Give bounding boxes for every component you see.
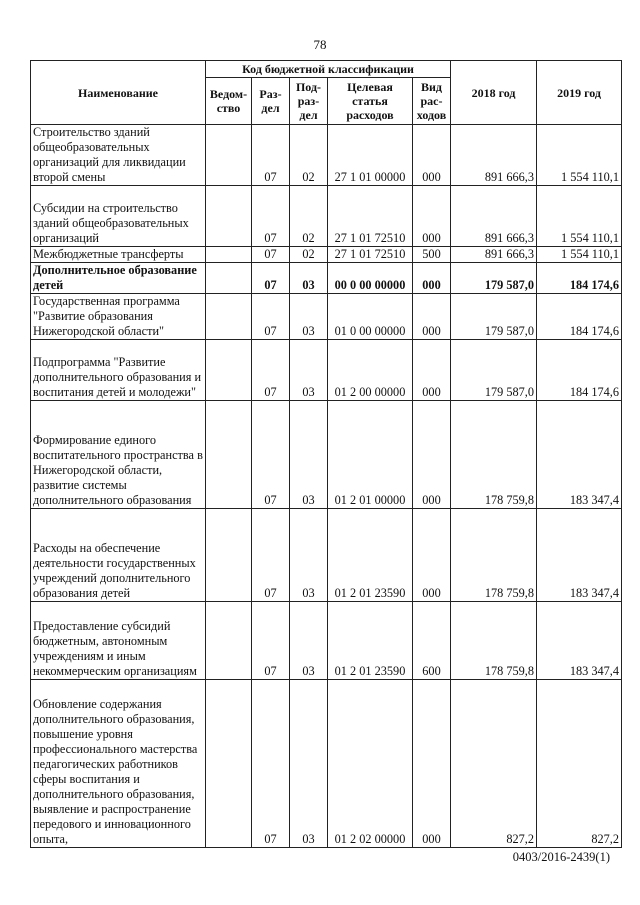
cell-name: Дополнительное образование детей [31,263,206,294]
cell-2019: 183 347,4 [537,602,622,680]
cell-name: Предоставление субсидий бюджетным, автономным учреждениям и иным некоммерческим организациям [31,602,206,680]
cell-vid: 000 [413,509,451,602]
cell-vid: 600 [413,602,451,680]
page-number: 78 [313,37,327,52]
cell-vedomstvo [206,125,252,186]
cell-name: Субсидии на строительство зданий общеобразовательных организаций [31,186,206,247]
table-row [31,294,622,340]
cell-vid: 000 [413,125,451,186]
cell-vedomstvo [206,602,252,680]
cell-razdel: 07 [252,340,290,401]
cell-2018: 179 587,0 [451,294,537,340]
cell-vid: 000 [413,401,451,509]
cell-2019: 1 554 110,1 [537,247,622,263]
budget-table [30,60,622,848]
cell-2018: 827,2 [451,680,537,848]
cell-razdel: 07 [252,680,290,848]
table-row [31,680,622,848]
table-row [31,509,622,602]
cell-target-article: 00 0 00 00000 [328,263,413,294]
table-row [31,186,622,247]
cell-podrazdel: 03 [290,680,328,848]
cell-name: Строительство зданий общеобразовательных организаций для ликвидации второй смены [31,125,206,186]
cell-name: Межбюджетные трансферты [31,247,206,263]
cell-vid: 000 [413,263,451,294]
cell-2018: 178 759,8 [451,401,537,509]
cell-2019: 827,2 [537,680,622,848]
cell-razdel: 07 [252,125,290,186]
table-row [31,340,622,401]
cell-2018: 891 666,3 [451,186,537,247]
header-2019: 2019 год [537,61,622,125]
cell-2019: 1 554 110,1 [537,125,622,186]
cell-2019: 1 554 110,1 [537,186,622,247]
cell-target-article: 01 2 02 00000 [328,680,413,848]
cell-vedomstvo [206,680,252,848]
cell-razdel: 07 [252,401,290,509]
table-row [31,401,622,509]
header-name: Наименование [31,61,206,125]
cell-2018: 891 666,3 [451,125,537,186]
cell-vedomstvo [206,401,252,509]
cell-name: Формирование единого воспитательного пространства в Нижегородской области, развитие системы дополнительного образования [31,401,206,509]
cell-target-article: 27 1 01 72510 [328,186,413,247]
cell-2019: 184 174,6 [537,263,622,294]
header-classification-group: Код бюджетной классификации [206,61,451,78]
cell-vid: 000 [413,294,451,340]
table-row [31,602,622,680]
cell-2019: 183 347,4 [537,509,622,602]
cell-2018: 891 666,3 [451,247,537,263]
cell-podrazdel: 02 [290,247,328,263]
cell-name: Государственная программа "Развитие образования Нижегородской области" [31,294,206,340]
cell-podrazdel: 03 [290,294,328,340]
cell-vedomstvo [206,294,252,340]
cell-2019: 183 347,4 [537,401,622,509]
cell-podrazdel: 02 [290,125,328,186]
header-vid: Вид рас-ходов [413,78,451,125]
cell-2019: 184 174,6 [537,340,622,401]
cell-vedomstvo [206,186,252,247]
header-target-article: Целевая статья расходов [328,78,413,125]
cell-target-article: 01 2 00 00000 [328,340,413,401]
cell-podrazdel: 03 [290,401,328,509]
cell-2018: 179 587,0 [451,340,537,401]
cell-name: Расходы на обеспечение деятельности государственных учреждений дополнительного образования детей [31,509,206,602]
header-podrazdel: Под-раз-дел [290,78,328,125]
cell-podrazdel: 03 [290,340,328,401]
cell-target-article: 01 2 01 23590 [328,509,413,602]
table-row [31,247,622,263]
cell-vedomstvo [206,340,252,401]
cell-name: Обновление содержания дополнительного образования, повышение уровня профессионального мастерства педагогических работников сферы воспитания и дополнительного образования, выявление и распространение передового и инновационного опыта, [31,680,206,848]
cell-vid: 000 [413,680,451,848]
cell-razdel: 07 [252,294,290,340]
cell-podrazdel: 03 [290,263,328,294]
cell-vedomstvo [206,509,252,602]
cell-2019: 184 174,6 [537,294,622,340]
cell-name: Подпрограмма "Развитие дополнительного образования и воспитания детей и молодежи" [31,340,206,401]
cell-vedomstvo [206,263,252,294]
header-razdel: Раз-дел [252,78,290,125]
cell-target-article: 01 2 01 23590 [328,602,413,680]
header-vedomstvo: Ведом-ство [206,78,252,125]
cell-vedomstvo [206,247,252,263]
cell-vid: 000 [413,186,451,247]
table-row [31,263,622,294]
header-2018: 2018 год [451,61,537,125]
cell-target-article: 01 0 00 00000 [328,294,413,340]
cell-target-article: 27 1 01 72510 [328,247,413,263]
cell-target-article: 27 1 01 00000 [328,125,413,186]
cell-podrazdel: 03 [290,509,328,602]
cell-vid: 500 [413,247,451,263]
document-code: 0403/2016-2439(1) [512,850,610,864]
cell-razdel: 07 [252,263,290,294]
cell-vid: 000 [413,340,451,401]
cell-podrazdel: 03 [290,602,328,680]
cell-podrazdel: 02 [290,186,328,247]
cell-razdel: 07 [252,186,290,247]
cell-2018: 179 587,0 [451,263,537,294]
cell-2018: 178 759,8 [451,509,537,602]
cell-razdel: 07 [252,602,290,680]
cell-razdel: 07 [252,247,290,263]
cell-2018: 178 759,8 [451,602,537,680]
cell-target-article: 01 2 01 00000 [328,401,413,509]
table-row [31,125,622,186]
cell-razdel: 07 [252,509,290,602]
